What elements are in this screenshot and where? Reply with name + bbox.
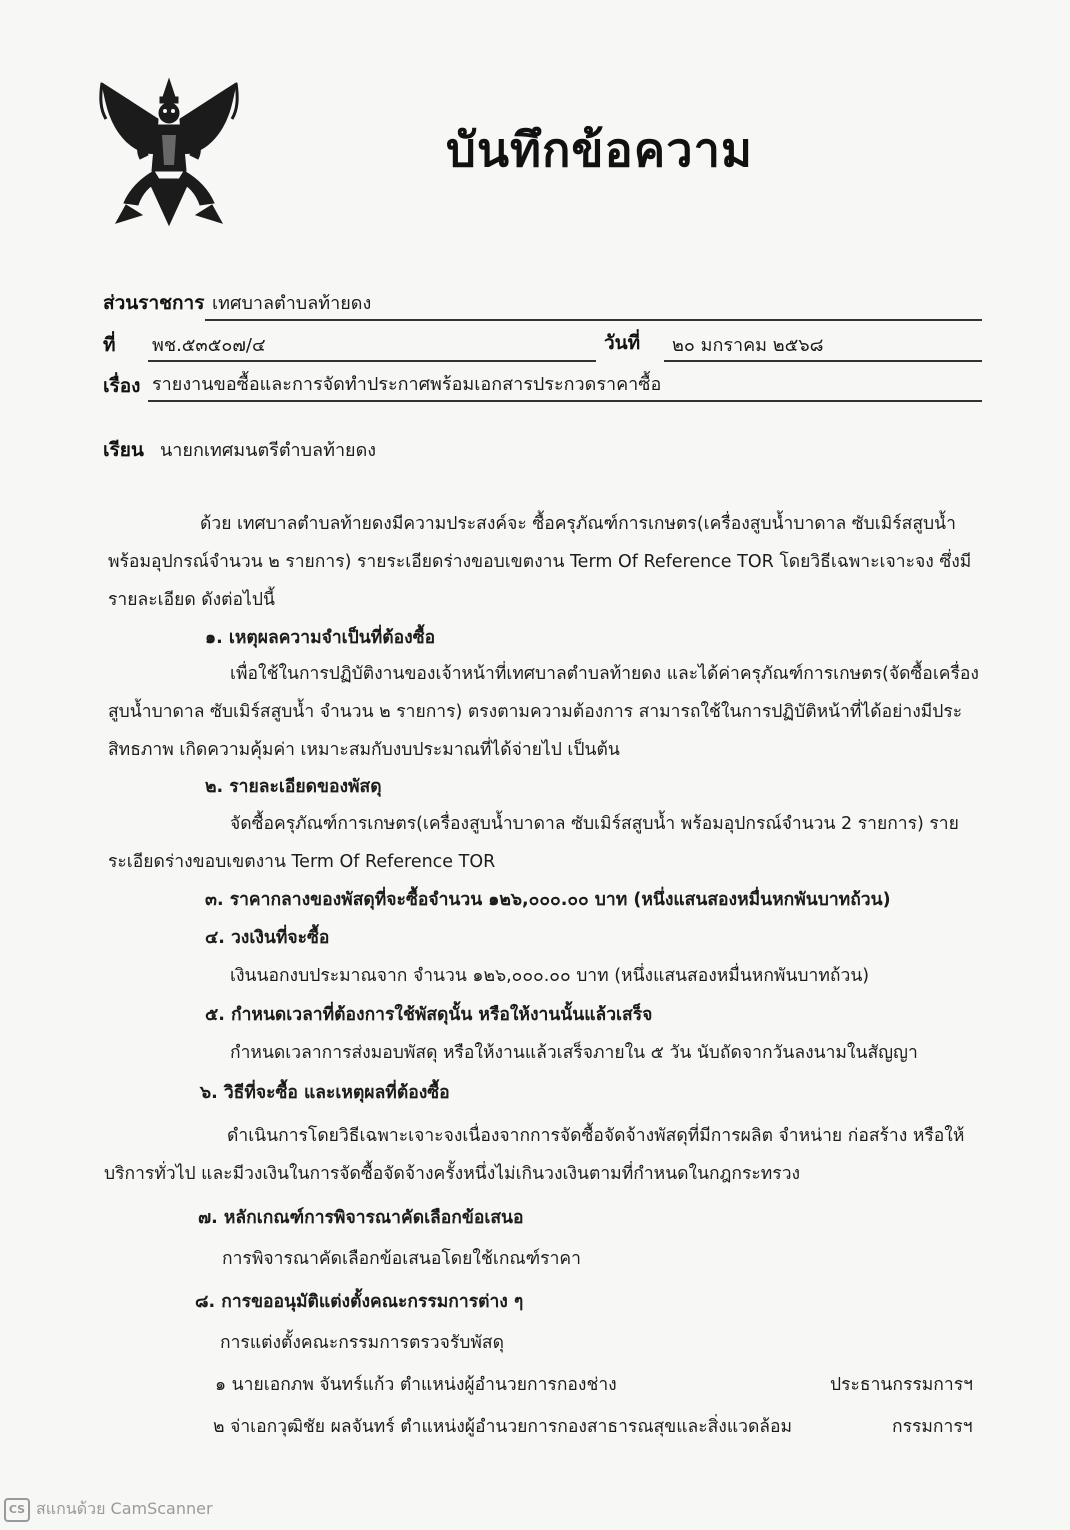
date-label: วันที่ [604, 332, 641, 354]
section-8-heading: ๘. การขออนุมัติแต่งตั้งคณะกรรมการต่าง ๆ [195, 1292, 524, 1312]
date-rule [664, 360, 982, 362]
scanner-watermark [4, 1497, 213, 1522]
section-1-line-3: สิทธภาพ เกิดความคุ้มค่า เหมาะสมกับงบประมาณที่ได้จ่ายไป เป็นต้น [108, 740, 620, 760]
to-value: นายกเทศมนตรีตำบลท้ายดง [160, 440, 377, 461]
section-3-heading: ๓. ราคากลางของพัสดุที่จะซื้อจำนวน ๑๒๖,๐๐๐.๐๐ บาท (หนึ่งแสนสองหมื่นหกพันบาทถ้วน) [205, 890, 891, 910]
intro-line-2: พร้อมอุปกรณ์จำนวน ๒ รายการ) รายระเอียดร่างขอบเขตงาน Term Of Reference TOR โดยวิธีเฉพาะเจาะจง ซึ่งมี [108, 552, 972, 572]
agency-label: ส่วนราชการ [103, 292, 205, 314]
committee-member-1-role: ประธานกรรมการฯ [830, 1375, 973, 1395]
ref-rule [148, 360, 596, 362]
section-4-heading: ๔. วงเงินที่จะซื้อ [205, 928, 330, 948]
section-5-line-1: กำหนดเวลาการส่งมอบพัสดุ หรือให้งานแล้วเสร็จภายใน ๕ วัน นับถัดจากวันลงนามในสัญญา [230, 1043, 918, 1063]
section-1-line-2: สูบน้ำบาดาล ซับเมิร์สสูบน้ำ จำนวน ๒ รายการ) ตรงตามความต้องการ สามารถใช้ในการปฏิบัติหน้าที่ได้อย่างมีประ [108, 702, 963, 722]
document-title: บันทึกข้อความ [446, 123, 753, 178]
agency-value: เทศบาลตำบลท้ายดง [212, 293, 372, 314]
committee-member-1: ๑ นายเอกภพ จันทร์แก้ว ตำแหน่งผู้อำนวยการกองช่าง [215, 1375, 617, 1395]
subject-label: เรื่อง [103, 375, 141, 397]
subject-value: รายงานขอซื้อและการจัดทำประกาศพร้อมเอกสารประกวดราคาซื้อ [152, 374, 662, 395]
section-2-line-2: ระเอียดร่างขอบเขตงาน Term Of Reference TOR [108, 852, 496, 872]
committee-member-2-role: กรรมการฯ [892, 1417, 973, 1437]
date-value: ๒๐ มกราคม ๒๕๖๘ [672, 335, 824, 356]
section-5-heading: ๕. กำหนดเวลาที่ต้องการใช้พัสดุนั้น หรือให้งานนั้นแล้วเสร็จ [205, 1005, 653, 1025]
ref-label: ที่ [103, 334, 116, 356]
to-label: เรียน [103, 439, 144, 461]
section-6-line-1: ดำเนินการโดยวิธีเฉพาะเจาะจงเนื่องจากการจัดซื้อจัดจ้างพัสดุที่มีการผลิต จำหน่าย ก่อสร้าง หรือให้ [227, 1126, 965, 1146]
section-2-line-1: จัดซื้อครุภัณฑ์การเกษตร(เครื่องสูบน้ำบาดาล ซับเมิร์สสูบน้ำ พร้อมอุปกรณ์จำนวน 2 รายการ) ราย [230, 814, 959, 834]
subject-rule [148, 400, 982, 402]
section-6-heading: ๖. วิธีที่จะซื้อ และเหตุผลที่ต้องซื้อ [200, 1083, 450, 1103]
section-7-heading: ๗. หลักเกณฑ์การพิจารณาคัดเลือกข้อเสนอ [198, 1208, 524, 1228]
committee-member-2: ๒ จ่าเอกวุฒิชัย ผลจันทร์ ตำแหน่งผู้อำนวยการกองสาธารณสุขและสิ่งแวดล้อม [213, 1417, 793, 1437]
section-2-heading: ๒. รายละเอียดของพัสดุ [205, 777, 382, 797]
section-7-line-1: การพิจารณาคัดเลือกข้อเสนอโดยใช้เกณฑ์ราคา [222, 1249, 581, 1269]
section-8-line-1: การแต่งตั้งคณะกรรมการตรวจรับพัสดุ [220, 1333, 504, 1353]
ref-value: พช.๕๓๕๐๗/๔ [152, 335, 266, 356]
intro-line-1: ด้วย เทศบาลตำบลท้ายดงมีความประสงค์จะ ซื้อครุภัณฑ์การเกษตร(เครื่องสูบน้ำบาดาล ซับเมิร์สสูบน้ำ [200, 514, 956, 534]
camscanner-icon: CS [4, 1498, 30, 1522]
section-1-line-1: เพื่อใช้ในการปฏิบัติงานของเจ้าหน้าที่เทศบาลตำบลท้ายดง และได้ค่าครุภัณฑ์การเกษตร(จัดซื้อเครื่อง [230, 664, 979, 684]
scanner-text: สแกนด้วย CamScanner [36, 1499, 213, 1518]
section-4-line-1: เงินนอกงบประมาณจาก จำนวน ๑๒๖,๐๐๐.๐๐ บาท (หนึ่งแสนสองหมื่นหกพันบาทถ้วน) [230, 966, 870, 986]
section-1-heading: ๑. เหตุผลความจำเป็นที่ต้องซื้อ [205, 628, 436, 648]
agency-rule [205, 319, 982, 321]
intro-line-3: รายละเอียด ดังต่อไปนี้ [108, 590, 275, 610]
garuda-emblem [96, 75, 242, 233]
section-6-line-2: บริการทั่วไป และมีวงเงินในการจัดซื้อจัดจ้างครั้งหนึ่งไม่เกินวงเงินตามที่กำหนดในกฎกระทรวง [104, 1164, 801, 1184]
